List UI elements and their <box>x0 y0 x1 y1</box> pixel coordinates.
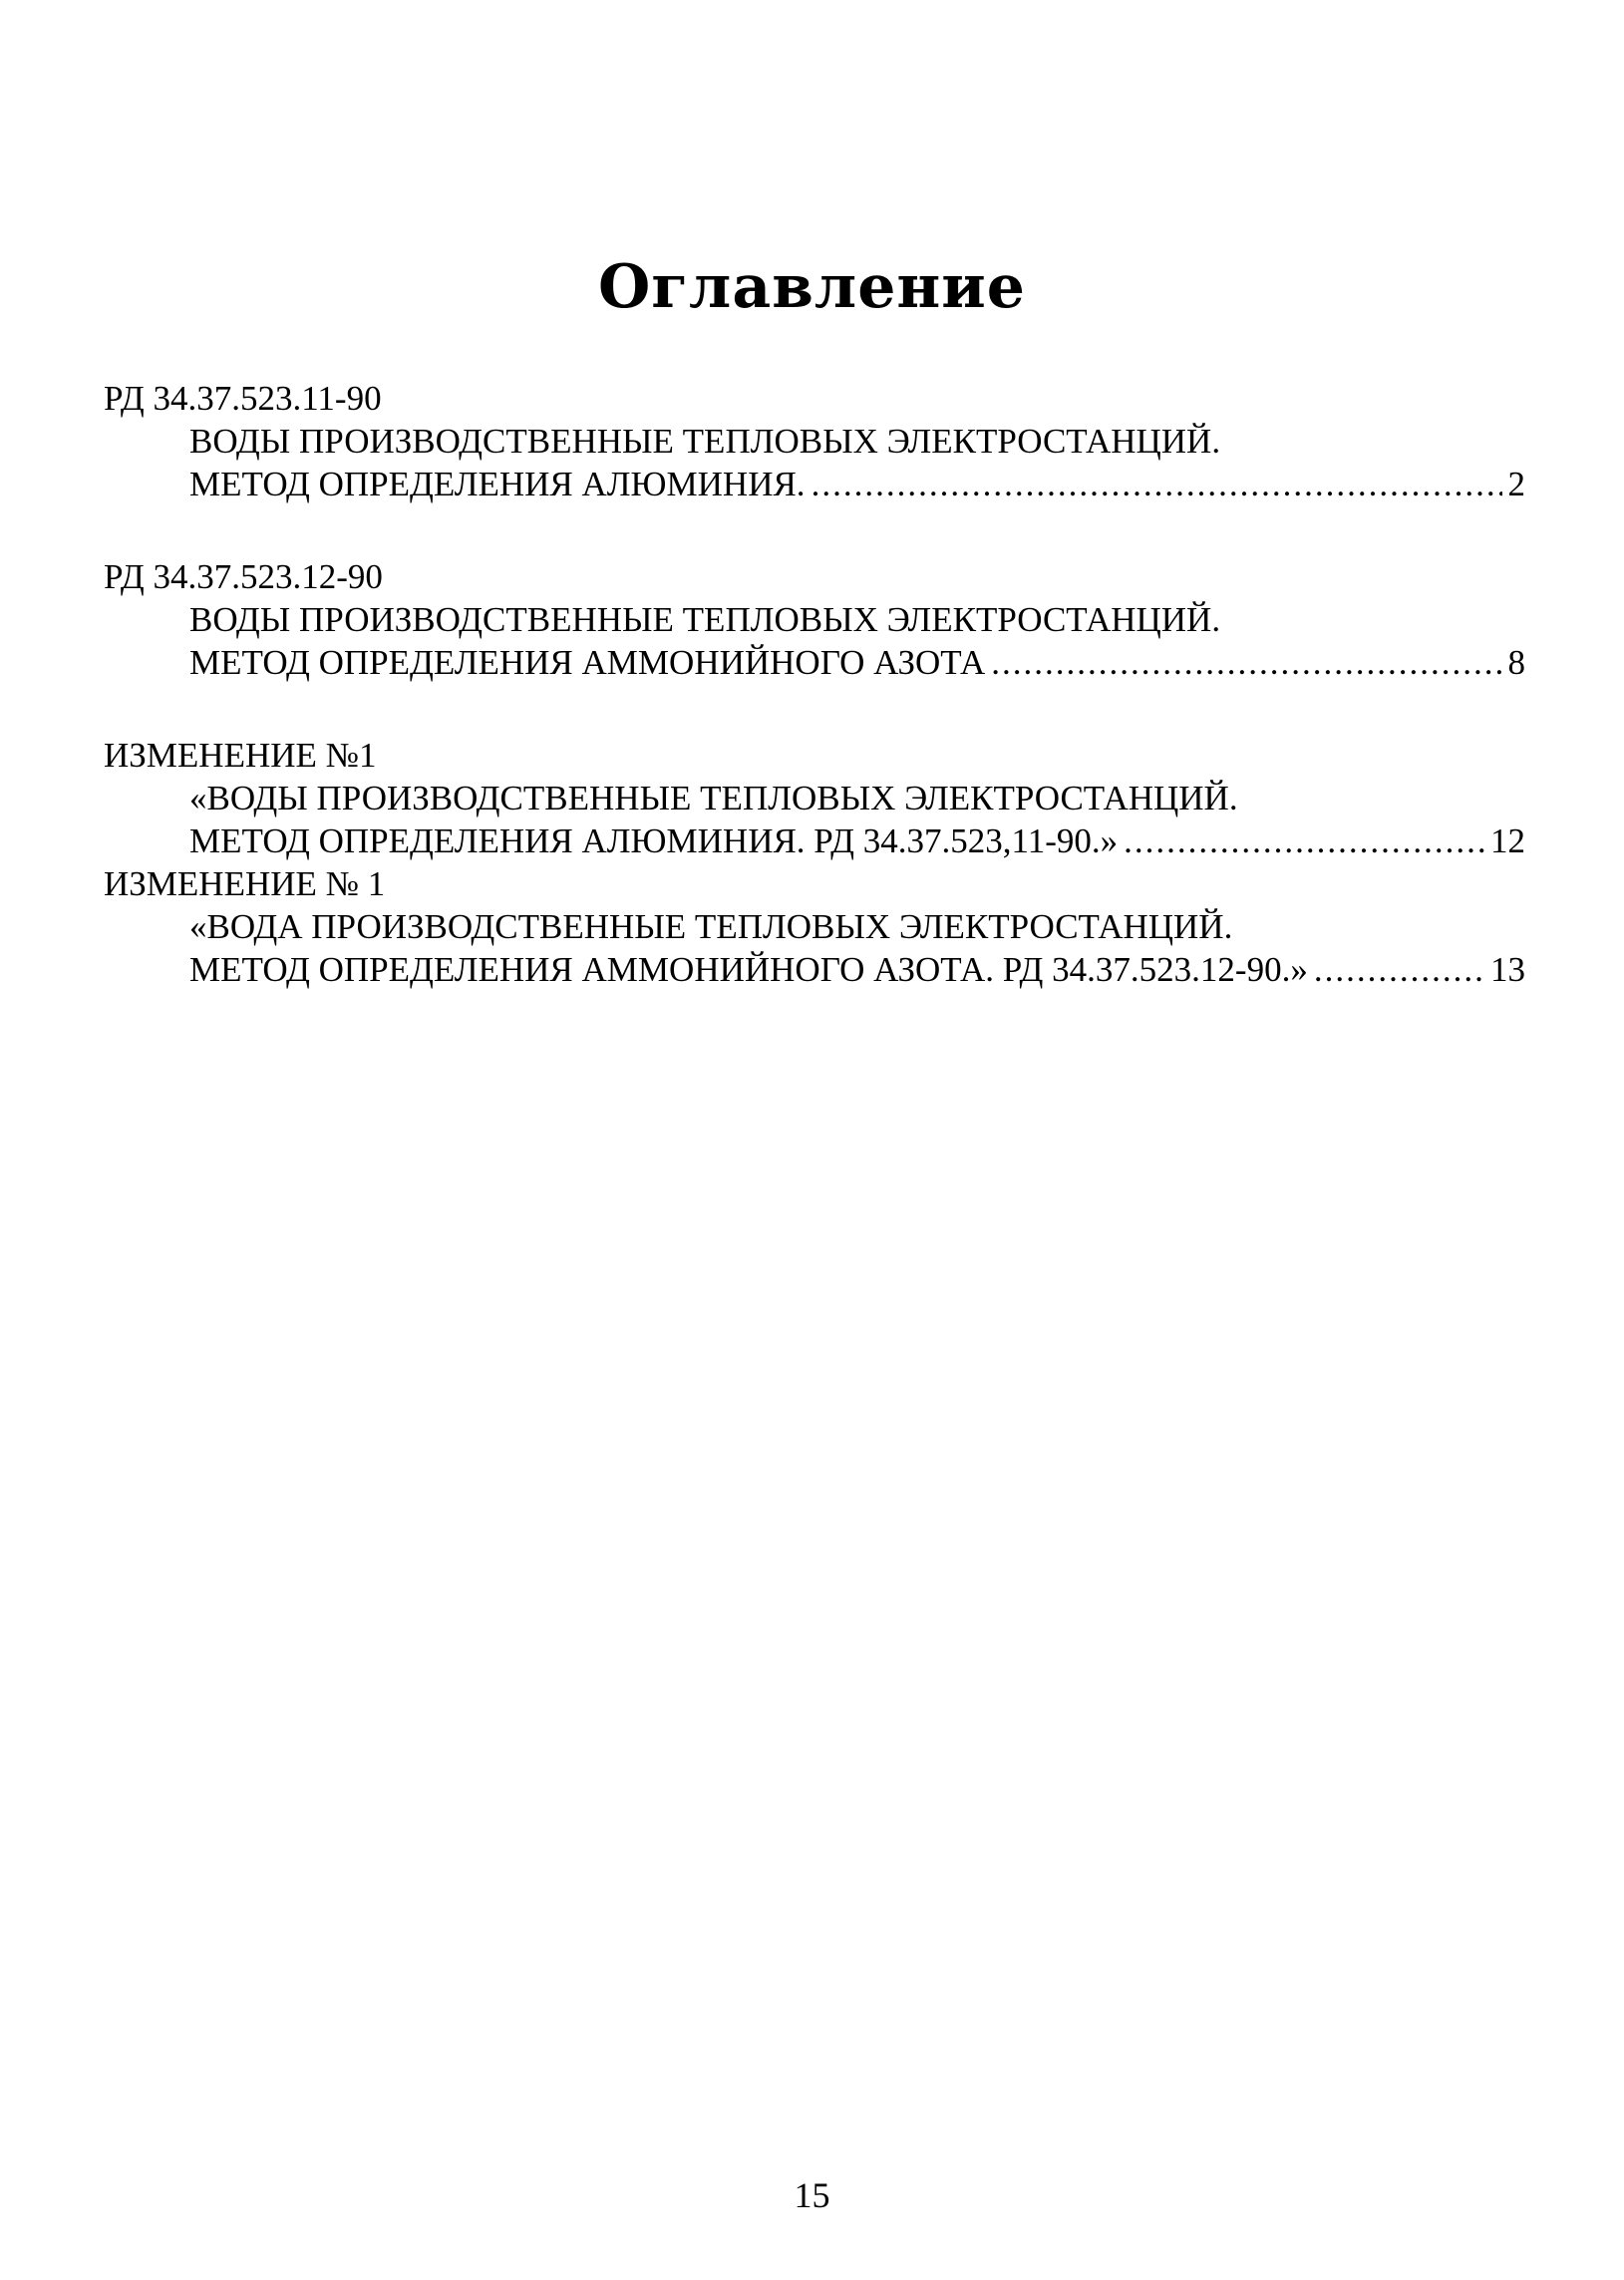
toc-entry[interactable] <box>104 555 1525 684</box>
toc-entry-page-number: 13 <box>1490 950 1525 989</box>
toc-entry-title-line: МЕТОД ОПРЕДЕЛЕНИЯ АЛЮМИНИЯ. <box>189 465 806 503</box>
toc-entry-title-line: МЕТОД ОПРЕДЕЛЕНИЯ АММОНИЙНОГО АЗОТА. РД 34.37.523.12-90.» <box>189 950 1308 989</box>
toc-entry-title-line: «ВОДА ПРОИЗВОДСТВЕННЫЕ ТЕПЛОВЫХ ЭЛЕКТРОСТАНЦИЙ. <box>189 907 1233 946</box>
toc-entry-final-line <box>104 819 1525 862</box>
toc-entry-code: ИЗМЕНЕНИЕ № 1 <box>104 864 386 903</box>
dot-leader <box>1124 819 1484 862</box>
toc-entry[interactable] <box>104 862 1525 991</box>
toc-entry-page-number: 12 <box>1490 821 1525 860</box>
toc-entry-page-number: 2 <box>1507 465 1525 503</box>
page-number: 15 <box>794 2175 830 2215</box>
toc-entry-title-line: ВОДЫ ПРОИЗВОДСТВЕННЫЕ ТЕПЛОВЫХ ЭЛЕКТРОСТАНЦИЙ. <box>189 600 1221 639</box>
toc-entry-title-line: МЕТОД ОПРЕДЕЛЕНИЯ АЛЮМИНИЯ. РД 34.37.523,11-90.» <box>189 821 1119 860</box>
toc-entry-final-line <box>104 948 1525 991</box>
toc-entry[interactable] <box>104 734 1525 862</box>
toc-entry-code: РД 34.37.523.12-90 <box>104 557 383 596</box>
toc-entry-title-line: МЕТОД ОПРЕДЕЛЕНИЯ АММОНИЙНОГО АЗОТА <box>189 643 986 682</box>
toc-entry[interactable] <box>104 377 1525 505</box>
page-title: Оглавление <box>598 252 1026 322</box>
toc-entry-code: РД 34.37.523.11-90 <box>104 379 382 418</box>
dot-leader <box>991 641 1501 684</box>
table-of-contents <box>104 377 1525 991</box>
toc-entry-page-number: 8 <box>1507 643 1525 682</box>
toc-entry-final-line <box>104 463 1525 505</box>
dot-leader <box>812 463 1502 505</box>
toc-entry-title-line: «ВОДЫ ПРОИЗВОДСТВЕННЫЕ ТЕПЛОВЫХ ЭЛЕКТРОСТАНЦИЙ. <box>189 779 1238 817</box>
toc-entry-title-line: ВОДЫ ПРОИЗВОДСТВЕННЫЕ ТЕПЛОВЫХ ЭЛЕКТРОСТАНЦИЙ. <box>189 422 1221 461</box>
toc-entry-code: ИЗМЕНЕНИЕ №1 <box>104 736 377 775</box>
toc-entry-final-line <box>104 641 1525 684</box>
dot-leader <box>1314 948 1484 991</box>
